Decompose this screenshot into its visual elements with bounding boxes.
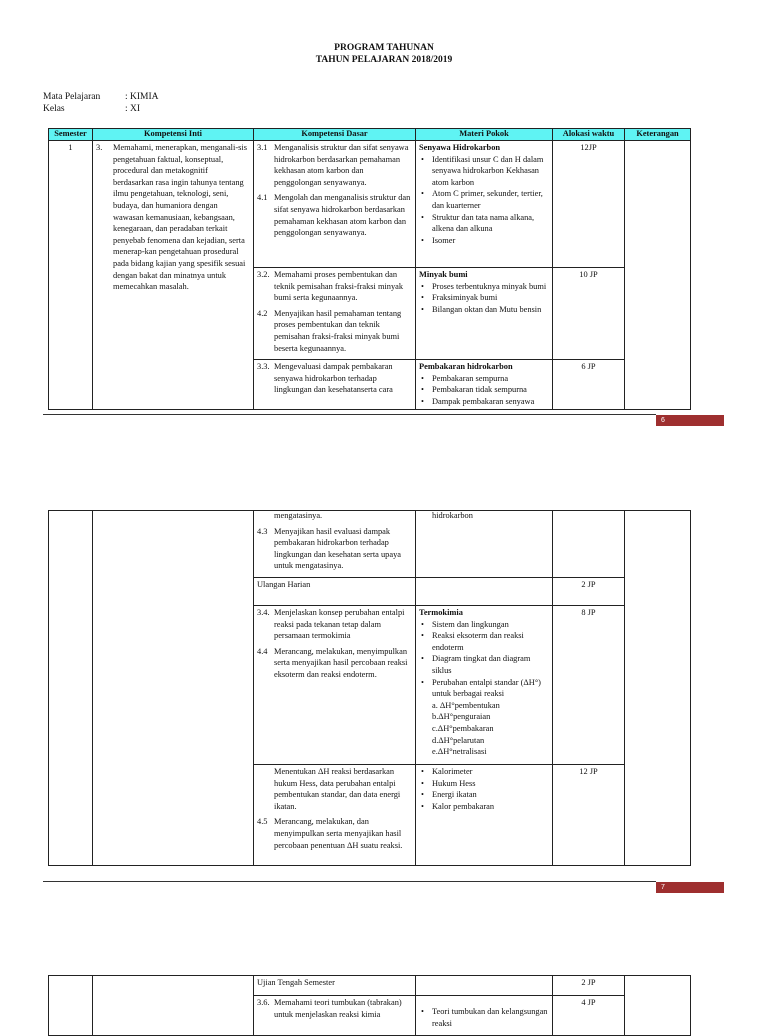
page-footer-rule bbox=[43, 414, 656, 415]
header-kompetensi-inti: Kompetensi Inti bbox=[93, 129, 254, 141]
list-item: • Struktur dan tata nama alkana, alkena dan alkuna bbox=[419, 212, 549, 235]
program-table-page-3 bbox=[48, 975, 691, 1036]
ki-text: Memahami, menerapkan, menganali-sis pengetahuan faktual, konseptual, procedural dan metakognitif berdasarkan rasa ingin tahunya tentang ilmu pengetahuan, teknologi, seni, budaya, dan humaniora dengan wawasan kemanusiaan, kebangsaan, kenegaraan, dan peradaban terkait penyebab fenomena dan kejadian, serta menerap-kan pengetahuan prosedural pada bidang kajian yang spesifik sesuai dengan bakat dan minatnya untuk memecahkan masalah. bbox=[113, 143, 247, 292]
alokasi-cell bbox=[553, 511, 625, 578]
list-item: • Proses terbentuknya minyak bumi bbox=[419, 281, 549, 293]
list-item: • Dampak pembakaran senyawa bbox=[419, 396, 549, 408]
kd-cell-laju-reaksi: 3.6. Memahami teori tumbukan (tabrakan) untuk menjelaskan reaksi kimia bbox=[254, 996, 416, 1036]
page-number-badge: 7 bbox=[656, 882, 724, 893]
page-footer-rule bbox=[43, 881, 656, 882]
materi-title: Senyawa Hidrokarbon bbox=[419, 143, 501, 152]
header-semester: Semester bbox=[49, 129, 93, 141]
alokasi-cell: 12 JP bbox=[553, 765, 625, 866]
list-item: • Bilangan oktan dan Mutu bensin bbox=[419, 304, 549, 316]
keterangan-cell bbox=[625, 976, 691, 1036]
kd-cell-ulangan: Ulangan Harian bbox=[254, 578, 416, 606]
program-table-page-2 bbox=[48, 510, 691, 866]
list-item: • Energi ikatan bbox=[419, 789, 549, 801]
list-item: • Diagram tingkat dan diagram siklus bbox=[419, 653, 549, 676]
header-alokasi-waktu: Alokasi waktu bbox=[553, 129, 625, 141]
list-item: e.ΔH°netralisasi bbox=[432, 747, 487, 757]
list-item: • Reaksi eksoterm dan reaksi endoterm bbox=[419, 630, 549, 653]
kd-cell-minyak-bumi: 3.2. Memahami proses pembentukan dan teknik pemisahan fraksi-fraksi minyak bumi serta kegunaannya. 4.2 Menyajikan hasil pemahaman tentang proses pembentukan dan teknik pemisahan fraksi-fraksi minyak bumi beserta kegunaannya. bbox=[254, 268, 416, 360]
list-item: • Kalorimeter bbox=[419, 766, 549, 778]
alokasi-cell: 4 JP bbox=[553, 996, 625, 1036]
materi-cell-ulangan bbox=[416, 578, 553, 606]
list-item: d.ΔH°pelarutan bbox=[432, 735, 485, 745]
kd-cell-hidrokarbon: 3.1 Menganalisis struktur dan sifat senyawa hidrokarbon berdasarkan pemahaman kekhasan atom karbon dan penggolongan senyawanya. 4.1 Mengolah dan menganalisis struktur dan sifat senyawa hidrokarbon berdasarkan pemahaman kekhasan atom karbon dan penggolongan senyawanya. bbox=[254, 141, 416, 268]
list-item: • Isomer bbox=[419, 235, 549, 247]
meta-label-class: Kelas bbox=[43, 104, 65, 114]
list-item: • Sistem dan lingkungan bbox=[419, 619, 549, 631]
list-item: • Perubahan entalpi standar (ΔH°) untuk berbagai reaksi bbox=[419, 677, 549, 700]
alokasi-cell: 10 JP bbox=[553, 268, 625, 360]
meta-value-subject: : KIMIA bbox=[125, 92, 159, 102]
materi-cell-hukum-hess bbox=[416, 765, 553, 866]
materi-cell-pembakaran-cont: hidrokarbon bbox=[416, 511, 553, 578]
kd-cell-termokimia: 3.4. Menjelaskan konsep perubahan entalpi reaksi pada tekanan tetap dalam persamaan termokimia 4.4 Merancang, melakukan, menyimpulkan serta menyajikan hasil percobaan reaksi eksoterm dan reaksi endoterm. bbox=[254, 606, 416, 765]
semester-cell bbox=[49, 976, 93, 1036]
header-keterangan: Keterangan bbox=[625, 129, 691, 141]
list-item: a. ΔH°pembentukan bbox=[432, 700, 500, 710]
alokasi-cell: 8 JP bbox=[553, 606, 625, 765]
document-title: PROGRAM TAHUNAN bbox=[334, 43, 434, 53]
kompetensi-inti-cell bbox=[93, 976, 254, 1036]
list-item: c.ΔH°pembakaran bbox=[432, 723, 494, 733]
kd-cell-pembakaran: 3.3. Mengevaluasi dampak pembakaran senyawa hidrokarbon terhadap lingkungan dan kesehatanserta cara bbox=[254, 360, 416, 409]
kompetensi-inti-cell bbox=[93, 511, 254, 866]
kompetensi-inti-cell bbox=[93, 141, 254, 410]
semester-cell bbox=[49, 511, 93, 866]
meta-label-subject: Mata Pelajaran bbox=[43, 92, 101, 102]
list-item: • Pembakaran sempurna bbox=[419, 373, 549, 385]
alokasi-cell: 2 JP bbox=[553, 578, 625, 606]
materi-cell-laju-reaksi bbox=[416, 996, 553, 1036]
kd-cell-pembakaran-cont: mengatasinya. 4.3 Menyajikan hasil evaluasi dampak pembakaran hidrokarbon terhadap lingkungan dan kesehatan serta upaya untuk mengatasinya. bbox=[254, 511, 416, 578]
list-item: • Fraksiminyak bumi bbox=[419, 292, 549, 304]
materi-cell-termokimia bbox=[416, 606, 553, 765]
semester-cell: 1 bbox=[49, 141, 93, 410]
materi-cell-minyak-bumi bbox=[416, 268, 553, 360]
list-item: • Pembakaran tidak sempurna bbox=[419, 384, 549, 396]
materi-cell-uts bbox=[416, 976, 553, 996]
header-kompetensi-dasar: Kompetensi Dasar bbox=[254, 129, 416, 141]
keterangan-cell bbox=[625, 141, 691, 410]
list-item: • Kalor pembakaran bbox=[419, 801, 549, 813]
materi-title: Pembakaran hidrokarbon bbox=[419, 362, 513, 372]
list-item: • Teori tumbukan dan kelangsungan reaksi bbox=[419, 1006, 549, 1029]
materi-cell-hidrokarbon bbox=[416, 141, 553, 268]
list-item: • Hukum Hess bbox=[419, 778, 549, 790]
alokasi-cell: 12JP bbox=[553, 141, 625, 268]
kd-cell-hukum-hess: Menentukan ΔH reaksi berdasarkan hukum Hess, data perubahan entalpi pembentukan standar, dan data energi ikatan. 4.5 Merancang, melakukan, dan menyimpulkan serta menyajikan hasil percobaan penentuan ΔH suatu reaksi. bbox=[254, 765, 416, 866]
page-number-badge: 6 bbox=[656, 415, 724, 426]
alokasi-cell: 2 JP bbox=[553, 976, 625, 996]
list-item: b.ΔH°penguraian bbox=[432, 712, 491, 722]
program-table-page-1 bbox=[48, 128, 691, 410]
materi-title: Termokimia bbox=[419, 608, 463, 617]
materi-cell-pembakaran bbox=[416, 360, 553, 409]
kd-cell-uts: Ujian Tengah Semester bbox=[254, 976, 416, 996]
list-item: • Identifikasi unsur C dan H dalam senyawa hidrokarbon Kekhasan atom karbon bbox=[419, 154, 549, 189]
list-item: • Atom C primer, sekunder, tertier, dan kuarterner bbox=[419, 188, 549, 211]
ki-number: 3. bbox=[96, 143, 103, 152]
alokasi-cell: 6 JP bbox=[553, 360, 625, 409]
keterangan-cell bbox=[625, 511, 691, 866]
header-materi-pokok: Materi Pokok bbox=[416, 129, 553, 141]
document-subtitle: TAHUN PELAJARAN 2018/2019 bbox=[315, 55, 453, 65]
meta-value-class: : XI bbox=[125, 104, 141, 114]
materi-title: Minyak bumi bbox=[419, 270, 468, 279]
